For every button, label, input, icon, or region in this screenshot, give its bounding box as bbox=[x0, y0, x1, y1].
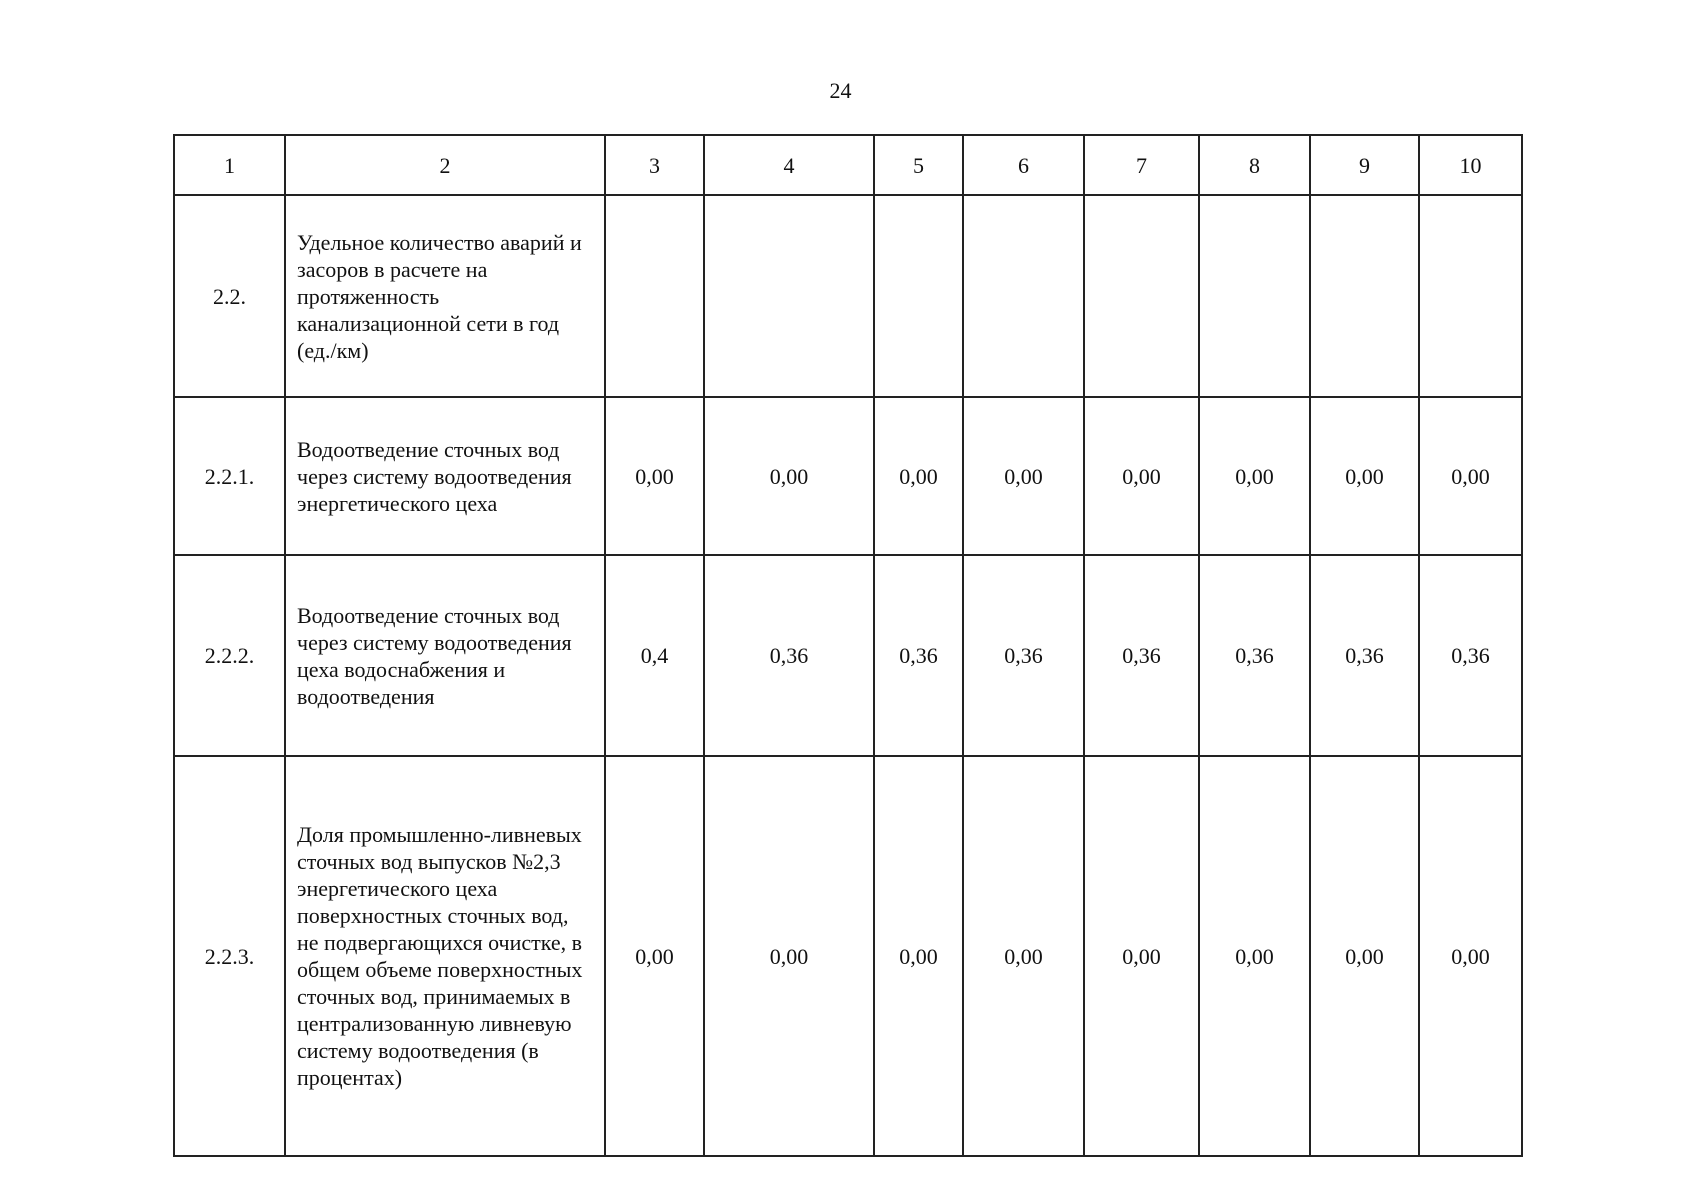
column-header: 7 bbox=[1084, 135, 1199, 195]
row-description: Доля промышленно-ливневых сточных вод выпусков №2,3 энергетического цеха поверхностных сточных вод, не подвергающихся очистке, в общем объеме поверхностных сточных вод, принимаемых в централизованную ливневую систему водоотведения (в процентах) bbox=[285, 756, 605, 1156]
page-number: 24 bbox=[829, 78, 852, 103]
column-header: 10 bbox=[1419, 135, 1522, 195]
value-cell bbox=[1310, 195, 1419, 397]
value-cell bbox=[874, 195, 963, 397]
value-cell: 0,00 bbox=[1310, 397, 1419, 555]
value-cell bbox=[1199, 195, 1310, 397]
row-number: 2.2.2. bbox=[174, 555, 285, 756]
value-cell: 0,00 bbox=[1084, 756, 1199, 1156]
row-number: 2.2. bbox=[174, 195, 285, 397]
value-cell: 0,00 bbox=[1199, 397, 1310, 555]
value-cell: 0,36 bbox=[1199, 555, 1310, 756]
column-header: 4 bbox=[704, 135, 874, 195]
column-header: 5 bbox=[874, 135, 963, 195]
value-cell: 0,36 bbox=[963, 555, 1084, 756]
value-cell: 0,36 bbox=[874, 555, 963, 756]
value-cell: 0,4 bbox=[605, 555, 704, 756]
column-header: 9 bbox=[1310, 135, 1419, 195]
row-description: Удельное количество аварий и засоров в расчете на протяженность канализационной сети в год (ед./км) bbox=[285, 195, 605, 397]
column-header: 2 bbox=[285, 135, 605, 195]
value-cell bbox=[605, 195, 704, 397]
row-number: 2.2.1. bbox=[174, 397, 285, 555]
value-cell: 0,00 bbox=[1419, 397, 1522, 555]
value-cell bbox=[1419, 195, 1522, 397]
value-cell: 0,00 bbox=[704, 756, 874, 1156]
value-cell: 0,36 bbox=[1310, 555, 1419, 756]
value-cell: 0,00 bbox=[704, 397, 874, 555]
value-cell: 0,00 bbox=[874, 756, 963, 1156]
data-table bbox=[173, 134, 1523, 1157]
value-cell: 0,00 bbox=[605, 756, 704, 1156]
table-row bbox=[174, 756, 1522, 1156]
value-cell: 0,00 bbox=[1199, 756, 1310, 1156]
value-cell: 0,00 bbox=[963, 397, 1084, 555]
value-cell: 0,36 bbox=[704, 555, 874, 756]
row-description: Водоотведение сточных вод через систему водоотведения цеха водоснабжения и водоотведения bbox=[285, 555, 605, 756]
column-header: 1 bbox=[174, 135, 285, 195]
column-header: 6 bbox=[963, 135, 1084, 195]
value-cell bbox=[963, 195, 1084, 397]
value-cell: 0,36 bbox=[1084, 555, 1199, 756]
table-header-row bbox=[174, 135, 1522, 195]
row-number: 2.2.3. bbox=[174, 756, 285, 1156]
column-header: 3 bbox=[605, 135, 704, 195]
value-cell bbox=[704, 195, 874, 397]
value-cell: 0,00 bbox=[874, 397, 963, 555]
value-cell: 0,00 bbox=[605, 397, 704, 555]
table-row bbox=[174, 397, 1522, 555]
value-cell: 0,00 bbox=[963, 756, 1084, 1156]
row-description: Водоотведение сточных вод через систему водоотведения энергетического цеха bbox=[285, 397, 605, 555]
table-row bbox=[174, 555, 1522, 756]
value-cell: 0,36 bbox=[1419, 555, 1522, 756]
value-cell: 0,00 bbox=[1419, 756, 1522, 1156]
table-row bbox=[174, 195, 1522, 397]
value-cell bbox=[1084, 195, 1199, 397]
value-cell: 0,00 bbox=[1084, 397, 1199, 555]
column-header: 8 bbox=[1199, 135, 1310, 195]
value-cell: 0,00 bbox=[1310, 756, 1419, 1156]
